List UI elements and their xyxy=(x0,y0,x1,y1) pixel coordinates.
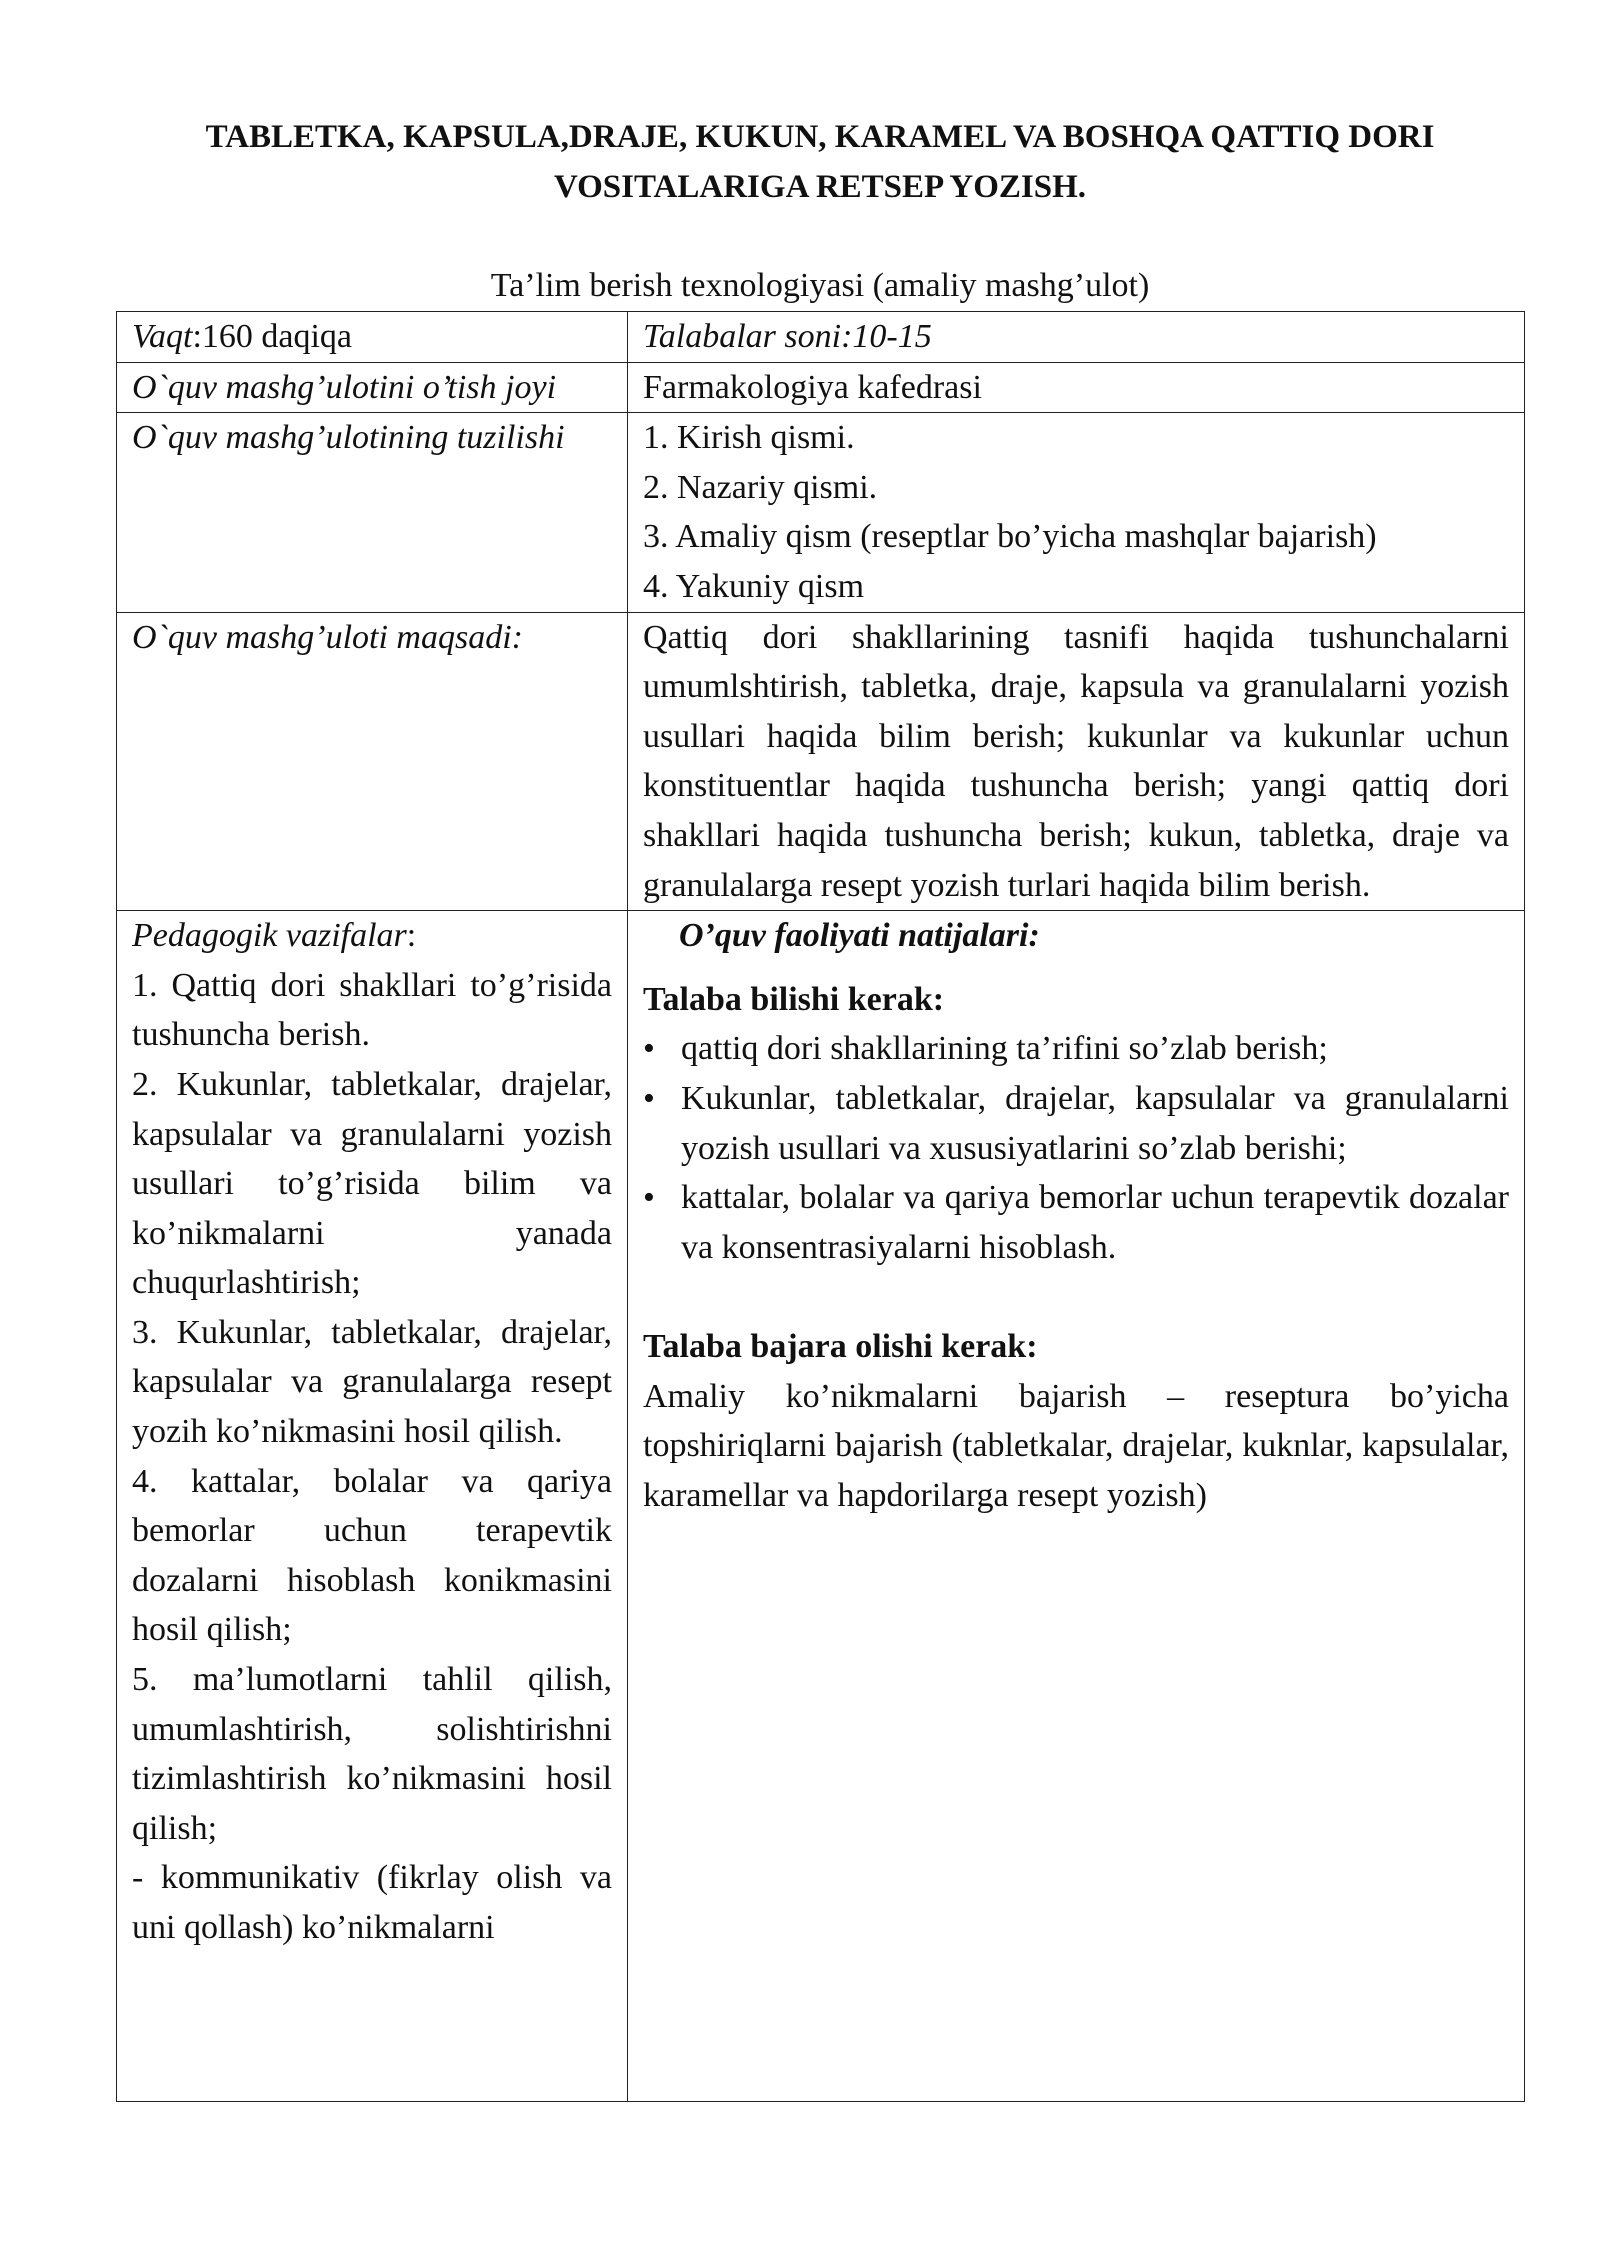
section-spacer xyxy=(643,1272,1509,1322)
student-should-do-text: Amaliy ko’nikmalarni bajarish – reseptura bo’yicha topshiriqlarni bajarish (tabletkalar, drajelar, kuknlar, kapsulalar, karamellar va hapdorilarga resept yozish) xyxy=(643,1377,1509,1515)
list-item: • qattiq dori shakllarining ta’rifini so’zlab berish; xyxy=(643,1024,1509,1074)
structure-label-cell xyxy=(117,413,628,612)
student-should-do-heading: Talaba bajara olishi kerak: xyxy=(643,1328,1038,1366)
learning-outcomes-cell xyxy=(628,911,1525,2102)
pedagogical-tasks-label: Pedagogik vazifalar xyxy=(132,917,407,955)
document-title: TABLETKA, KAPSULA,DRAJE, KUKUN, KARAMEL VA BOSHQA QATTIQ DORI VOSITALARIGA RETSEP YOZISH. xyxy=(205,119,1435,205)
pedagogical-task-item: 4. kattalar, bolalar va qariya bemorlar uchun terapevtik dozalarni hisoblash konikmasini hosil qilish; xyxy=(132,1462,612,1649)
structure-label: O`quv mashg’ulotining tuzilishi xyxy=(132,419,565,457)
learning-outcomes-colon: : xyxy=(1028,917,1040,955)
learning-outcomes-title: O’quv faoliyati natijalari xyxy=(679,917,1029,955)
structure-item: 1. Kirish qismi. xyxy=(643,419,855,457)
students-cell xyxy=(628,312,1525,363)
table-row xyxy=(117,362,1525,413)
lesson-info-table xyxy=(116,311,1525,2102)
location-value-cell xyxy=(628,362,1525,413)
list-item: • kattalar, bolalar va qariya bemorlar uchun terapevtik dozalar va konsentrasiyalarni hisoblash. xyxy=(643,1173,1509,1272)
structure-item: 2. Nazariy qismi. xyxy=(643,468,878,506)
pedagogical-task-item: 1. Qattiq dori shakllari to’g’risida tushuncha berish. xyxy=(132,966,612,1054)
pedagogical-task-item: - kommunikativ (fikrlay olish va uni qollash) ko’nikmalarni xyxy=(132,1859,612,1946)
structure-item: 4. Yakuniy qism xyxy=(643,567,865,605)
structure-item: 3. Amaliy qism (reseptlar bo’yicha mashqlar bajarish) xyxy=(643,518,1377,556)
location-label: O`quv mashg’ulotini o’tish joyi xyxy=(132,368,557,406)
list-item: • Kukunlar, tabletkalar, drajelar, kapsulalar va granulalarni yozish usullari va xususiyatlarini so’zlab berishi; xyxy=(643,1074,1509,1173)
time-value: :160 daqiqa xyxy=(192,318,353,355)
table-row xyxy=(117,612,1525,911)
goal-text: Qattiq dori shakllarining tasnifi haqida tushunchalarni umumlshtirish, tabletka, draje, kapsula va granulalarni yozish usullari haqida bilim berish; kukunlar va kukunlar uchun konstituentlar haqida tushuncha berish; yangi qattiq dori shakllari haqida tushuncha berish; kukun, tabletka, draje va granulalarga resept yozish turlari haqida bilim berish. xyxy=(643,618,1509,904)
pedagogical-tasks-cell xyxy=(117,911,628,2102)
pedagogical-task-item: 3. Kukunlar, tabletkalar, drajelar, kapsulalar va granulalarga resept yozih ko’nikmasini hosil qilish. xyxy=(132,1313,612,1451)
pedagogical-task-item: 2. Kukunlar, tabletkalar, drajelar, kapsulalar va granulalarni yozish usullari to’g’risida bilim va ko’nikmalarni yanada chuqurlashtirish; xyxy=(132,1065,612,1302)
student-should-know-list xyxy=(643,1024,1509,1272)
table-row xyxy=(117,911,1525,2102)
pedagogical-tasks-colon: : xyxy=(406,917,417,955)
time-cell xyxy=(117,312,628,363)
structure-items-cell xyxy=(628,413,1525,612)
student-should-know-heading: Talaba bilishi kerak: xyxy=(643,980,945,1018)
pedagogical-task-item: 5. ma’lumotlarni tahlil qilish, umumlashtirish, solishtirishni tizimlashtirish ko’nikmasini hosil qilish; xyxy=(132,1661,612,1847)
table-row xyxy=(117,413,1525,612)
goal-value-cell xyxy=(628,612,1525,911)
time-label: Vaqt xyxy=(132,318,193,355)
goal-label: O`quv mashg’uloti maqsadi: xyxy=(132,618,523,656)
students-count: Talabalar soni:10-15 xyxy=(643,318,932,355)
location-value: Farmakologiya kafedrasi xyxy=(643,368,982,406)
location-label-cell xyxy=(117,362,628,413)
document-subtitle: Ta’lim berish texnologiyasi (amaliy mashg’ulot) xyxy=(490,267,1150,304)
table-row xyxy=(117,312,1525,363)
goal-label-cell xyxy=(117,612,628,911)
